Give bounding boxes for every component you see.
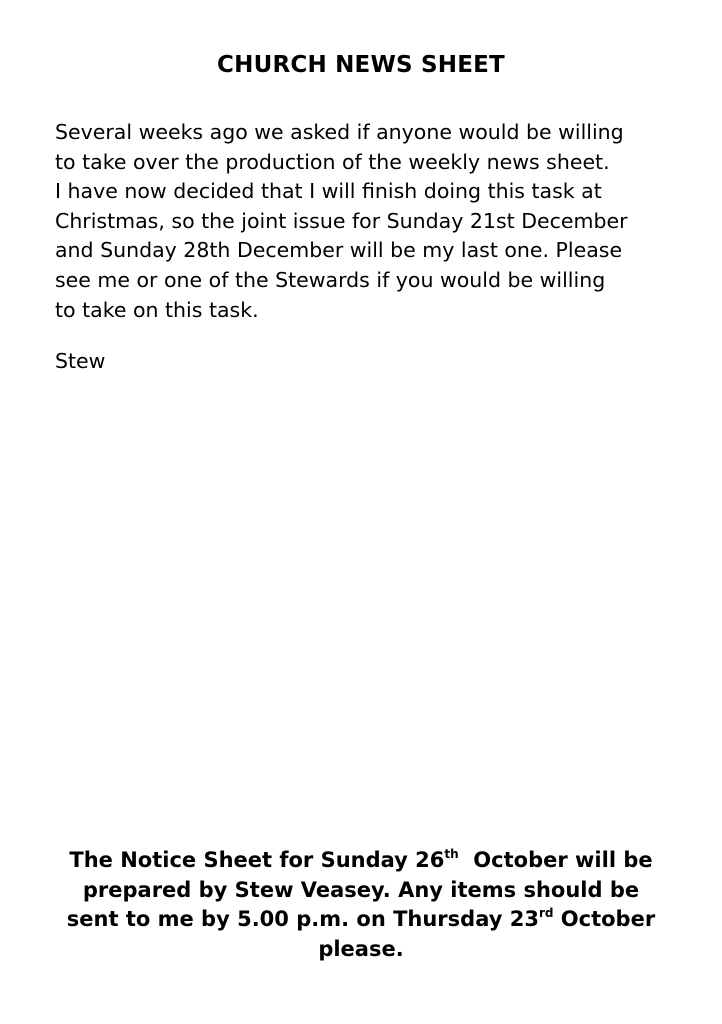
notice-text: October [553,907,656,931]
notice-line [40,905,682,935]
body-line: to take over the production of the weekly news sheet. [55,149,610,174]
body-line: Christmas, so the joint issue for Sunday 21st December [55,208,628,233]
signature: Stew [55,349,106,373]
page-title: CHURCH NEWS SHEET [217,52,505,78]
notice-line: prepared by Stew Veasey. Any items should be [82,877,640,902]
body-line: and Sunday 28th December will be my last one. Please [55,238,623,263]
notice-text: October will be [458,848,653,872]
notice-footer [40,846,682,964]
body-line: to take on this task. [55,297,259,322]
notice-line [40,846,682,876]
body-line: Several weeks ago we asked if anyone would be willing [55,120,624,144]
notice-text: sent to me by 5.00 p.m. on Thursday 23 [66,907,539,931]
body-line: see me or one of the Stewards if you would be willing [55,267,606,292]
notice-text: The Notice Sheet for Sunday 26 [69,848,445,872]
ordinal-suffix: th [444,847,459,861]
body-line: I have now decided that I will finish doing this task at [55,179,602,204]
announcement-body [55,118,675,325]
notice-line: please. [318,936,404,961]
ordinal-suffix: rd [538,906,554,920]
